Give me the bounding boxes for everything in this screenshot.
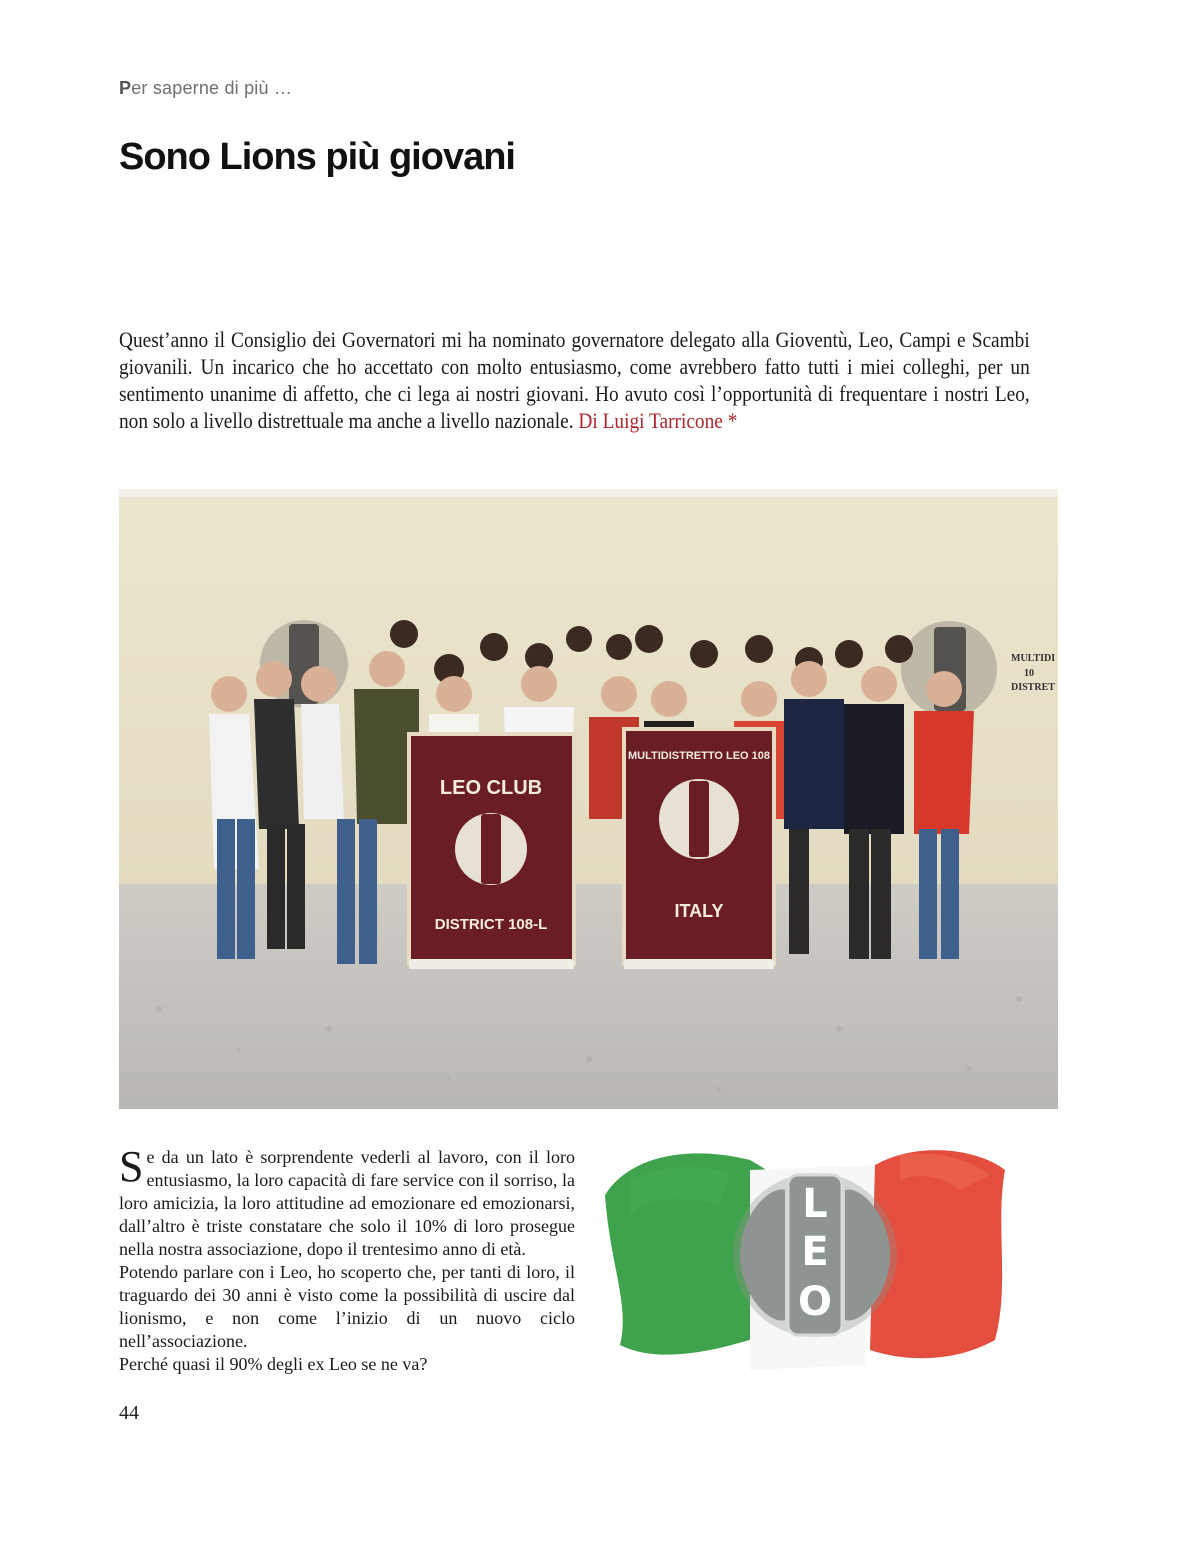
section-kicker (119, 78, 292, 99)
banner-multidistretto (624, 729, 774, 969)
banner-right-title: MULTIDISTRETTO LEO 108 (628, 750, 770, 762)
author-byline: Di Luigi Tarricone * (578, 408, 738, 433)
body-paragraph-2: Potendo parlare con i Leo, ho scoperto che, per tanti di loro, il traguardo dei 30 anni è visto come la possibilità di uscire dal lionismo, e non come l’inizio di un nuovo ciclo nell’associazione. (119, 1262, 575, 1351)
wall-text-1: MULTIDI (1011, 653, 1056, 664)
wall-text-3: DISTRET (1011, 682, 1055, 693)
wall-text-2: 10 (1024, 668, 1034, 679)
kicker-initial: P (119, 78, 132, 98)
intro-paragraph (119, 326, 1030, 434)
banner-left-subtitle: DISTRICT 108-L (434, 916, 548, 933)
body-paragraph-1-text: e da un lato è sorprendente vederli al lavoro, con il loro entusiasmo, la loro capacità di fare service con il sorriso, la loro amicizia, la loro attitudine ad emozionare ed emozionarsi, dall’altro è triste constatare che solo il 10% di loro prosegue nella nostra associazione, dopo il trentesimo anno di età. (119, 1147, 575, 1259)
banner-right-subtitle: ITALY (674, 901, 724, 921)
article-body (119, 1142, 575, 1376)
banner-leo-club (409, 734, 574, 969)
svg-text:O: O (797, 1279, 833, 1325)
kicker-text: er saperne di più … (131, 78, 293, 98)
svg-text:L: L (802, 1181, 828, 1227)
body-paragraph-3: Perché quasi il 90% degli ex Leo se ne va? (119, 1354, 428, 1374)
group-photo-illustration (119, 489, 1058, 1109)
banner-left-title: LEO CLUB (439, 777, 543, 799)
svg-text:E: E (801, 1229, 829, 1275)
page-number: 44 (119, 1402, 139, 1424)
leo-emblem-icon (733, 1173, 897, 1337)
intro-text: Quest’anno il Consiglio dei Governatori mi ha nominato governatore delegato alla Gioventù, Leo, Campi e Scambi giovanili. Un incarico che ho accettato con molto entusiasmo, come avrebbero fatto tutti i miei colleghi, per un sentimento unanime di affetto, che ci lega ai nostri giovani. Ho avuto così l’opportunità di frequentare i nostri Leo, non solo a livello distrettuale ma anche a livello nazionale. (119, 327, 1030, 433)
body-paragraph-1 (119, 1142, 575, 1261)
article-title: Sono Lions più giovani (119, 136, 515, 178)
group-photo (119, 489, 1058, 1109)
drop-cap: S (119, 1142, 144, 1191)
leo-italian-flag-logo (600, 1135, 1020, 1380)
